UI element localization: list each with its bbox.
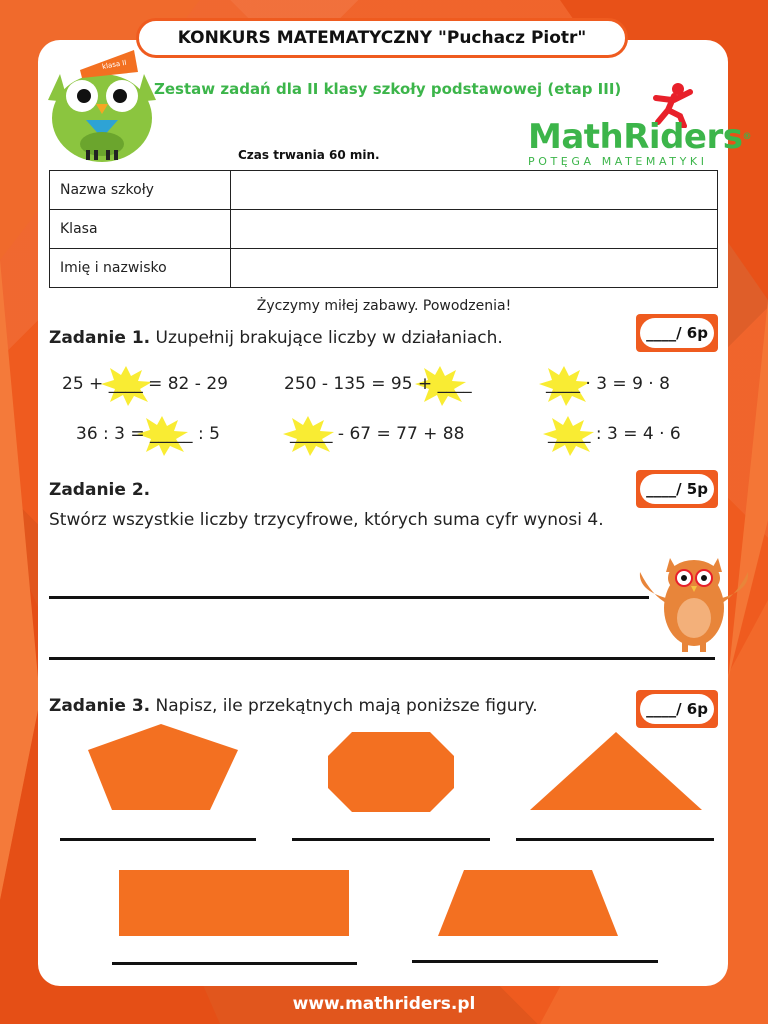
duration-label: Czas trwania 60 min. bbox=[238, 148, 380, 162]
octagon-shape bbox=[326, 730, 456, 814]
task3-heading bbox=[49, 696, 538, 716]
logo-registered: ® bbox=[742, 132, 751, 142]
task3-points-box bbox=[636, 690, 718, 728]
owl-hat-text: klasa II bbox=[101, 58, 128, 71]
worksheet-subtitle: Zestaw zadań dla II klasy szkoły podstawowej (etap III) bbox=[154, 80, 622, 98]
school-name-field[interactable] bbox=[231, 171, 718, 210]
answer-line[interactable] bbox=[112, 962, 357, 965]
task2-points-box bbox=[636, 470, 718, 508]
equation-2: 250 - 135 = 95 + ____ bbox=[284, 374, 472, 394]
good-luck-message: Życzymy miłej zabawy. Powodzenia! bbox=[256, 298, 512, 314]
info-label: Imię i nazwisko bbox=[50, 249, 231, 288]
full-name-field[interactable] bbox=[231, 249, 718, 288]
task1-number: Zadanie 1. bbox=[49, 328, 151, 348]
info-label: Klasa bbox=[50, 210, 231, 249]
equation-1: 25 + ____ = 82 - 29 bbox=[62, 374, 228, 394]
owl-with-glasses-icon bbox=[634, 544, 754, 656]
logo-tagline: POTĘGA MATEMATYKI bbox=[528, 155, 708, 168]
equation-3: ____ · 3 = 9 · 8 bbox=[546, 374, 670, 394]
triangle-shape bbox=[528, 730, 704, 812]
answer-line[interactable] bbox=[49, 596, 649, 599]
answer-line[interactable] bbox=[292, 838, 490, 841]
equation-6: _____ : 3 = 4 · 6 bbox=[548, 424, 681, 444]
answer-blank[interactable]: ____ bbox=[108, 374, 143, 394]
pentagon-shape bbox=[86, 722, 240, 812]
student-info-table bbox=[49, 170, 718, 288]
task2-number: Zadanie 2. bbox=[49, 480, 151, 500]
equation-4: 36 : 3 = _____ : 5 bbox=[76, 424, 220, 444]
task1-points: ____/ 6p bbox=[640, 318, 714, 348]
owl-mascot-icon bbox=[42, 44, 162, 164]
answer-line[interactable] bbox=[49, 657, 715, 660]
task2-heading bbox=[49, 480, 150, 500]
answer-blank[interactable]: _____ bbox=[548, 424, 591, 444]
task3-number: Zadanie 3. bbox=[49, 696, 151, 716]
class-field[interactable] bbox=[231, 210, 718, 249]
task1-points-box bbox=[636, 314, 718, 352]
logo-math: Math bbox=[528, 117, 624, 157]
task1-text: Uzupełnij brakujące liczby w działaniach. bbox=[155, 328, 503, 348]
answer-blank[interactable]: _____ bbox=[290, 424, 333, 444]
task3-text: Napisz, ile przekątnych mają poniższe figury. bbox=[155, 696, 538, 716]
equation-5: _____ - 67 = 77 + 88 bbox=[290, 424, 465, 444]
answer-line[interactable] bbox=[60, 838, 256, 841]
task3-points: ____/ 6p bbox=[640, 694, 714, 724]
info-row-name bbox=[50, 249, 718, 288]
task1-heading bbox=[49, 328, 503, 348]
rectangle-shape bbox=[118, 869, 350, 937]
logo-riders: Riders bbox=[623, 117, 743, 157]
task2-points: ____/ 5p bbox=[640, 474, 714, 504]
contest-title: KONKURS MATEMATYCZNY "Puchacz Piotr" bbox=[136, 18, 628, 58]
info-label: Nazwa szkoły bbox=[50, 171, 231, 210]
info-row-school bbox=[50, 171, 718, 210]
answer-line[interactable] bbox=[412, 960, 658, 963]
trapezoid-shape bbox=[436, 869, 620, 937]
answer-blank[interactable]: ____ bbox=[437, 374, 472, 394]
footer-url: www.mathriders.pl bbox=[292, 994, 476, 1014]
mathriders-logo bbox=[528, 117, 751, 168]
answer-line[interactable] bbox=[516, 838, 714, 841]
info-row-class bbox=[50, 210, 718, 249]
answer-blank[interactable]: ____ bbox=[546, 374, 580, 394]
task2-text: Stwórz wszystkie liczby trzycyfrowe, których suma cyfr wynosi 4. bbox=[49, 510, 604, 530]
answer-blank[interactable]: _____ bbox=[150, 424, 193, 444]
